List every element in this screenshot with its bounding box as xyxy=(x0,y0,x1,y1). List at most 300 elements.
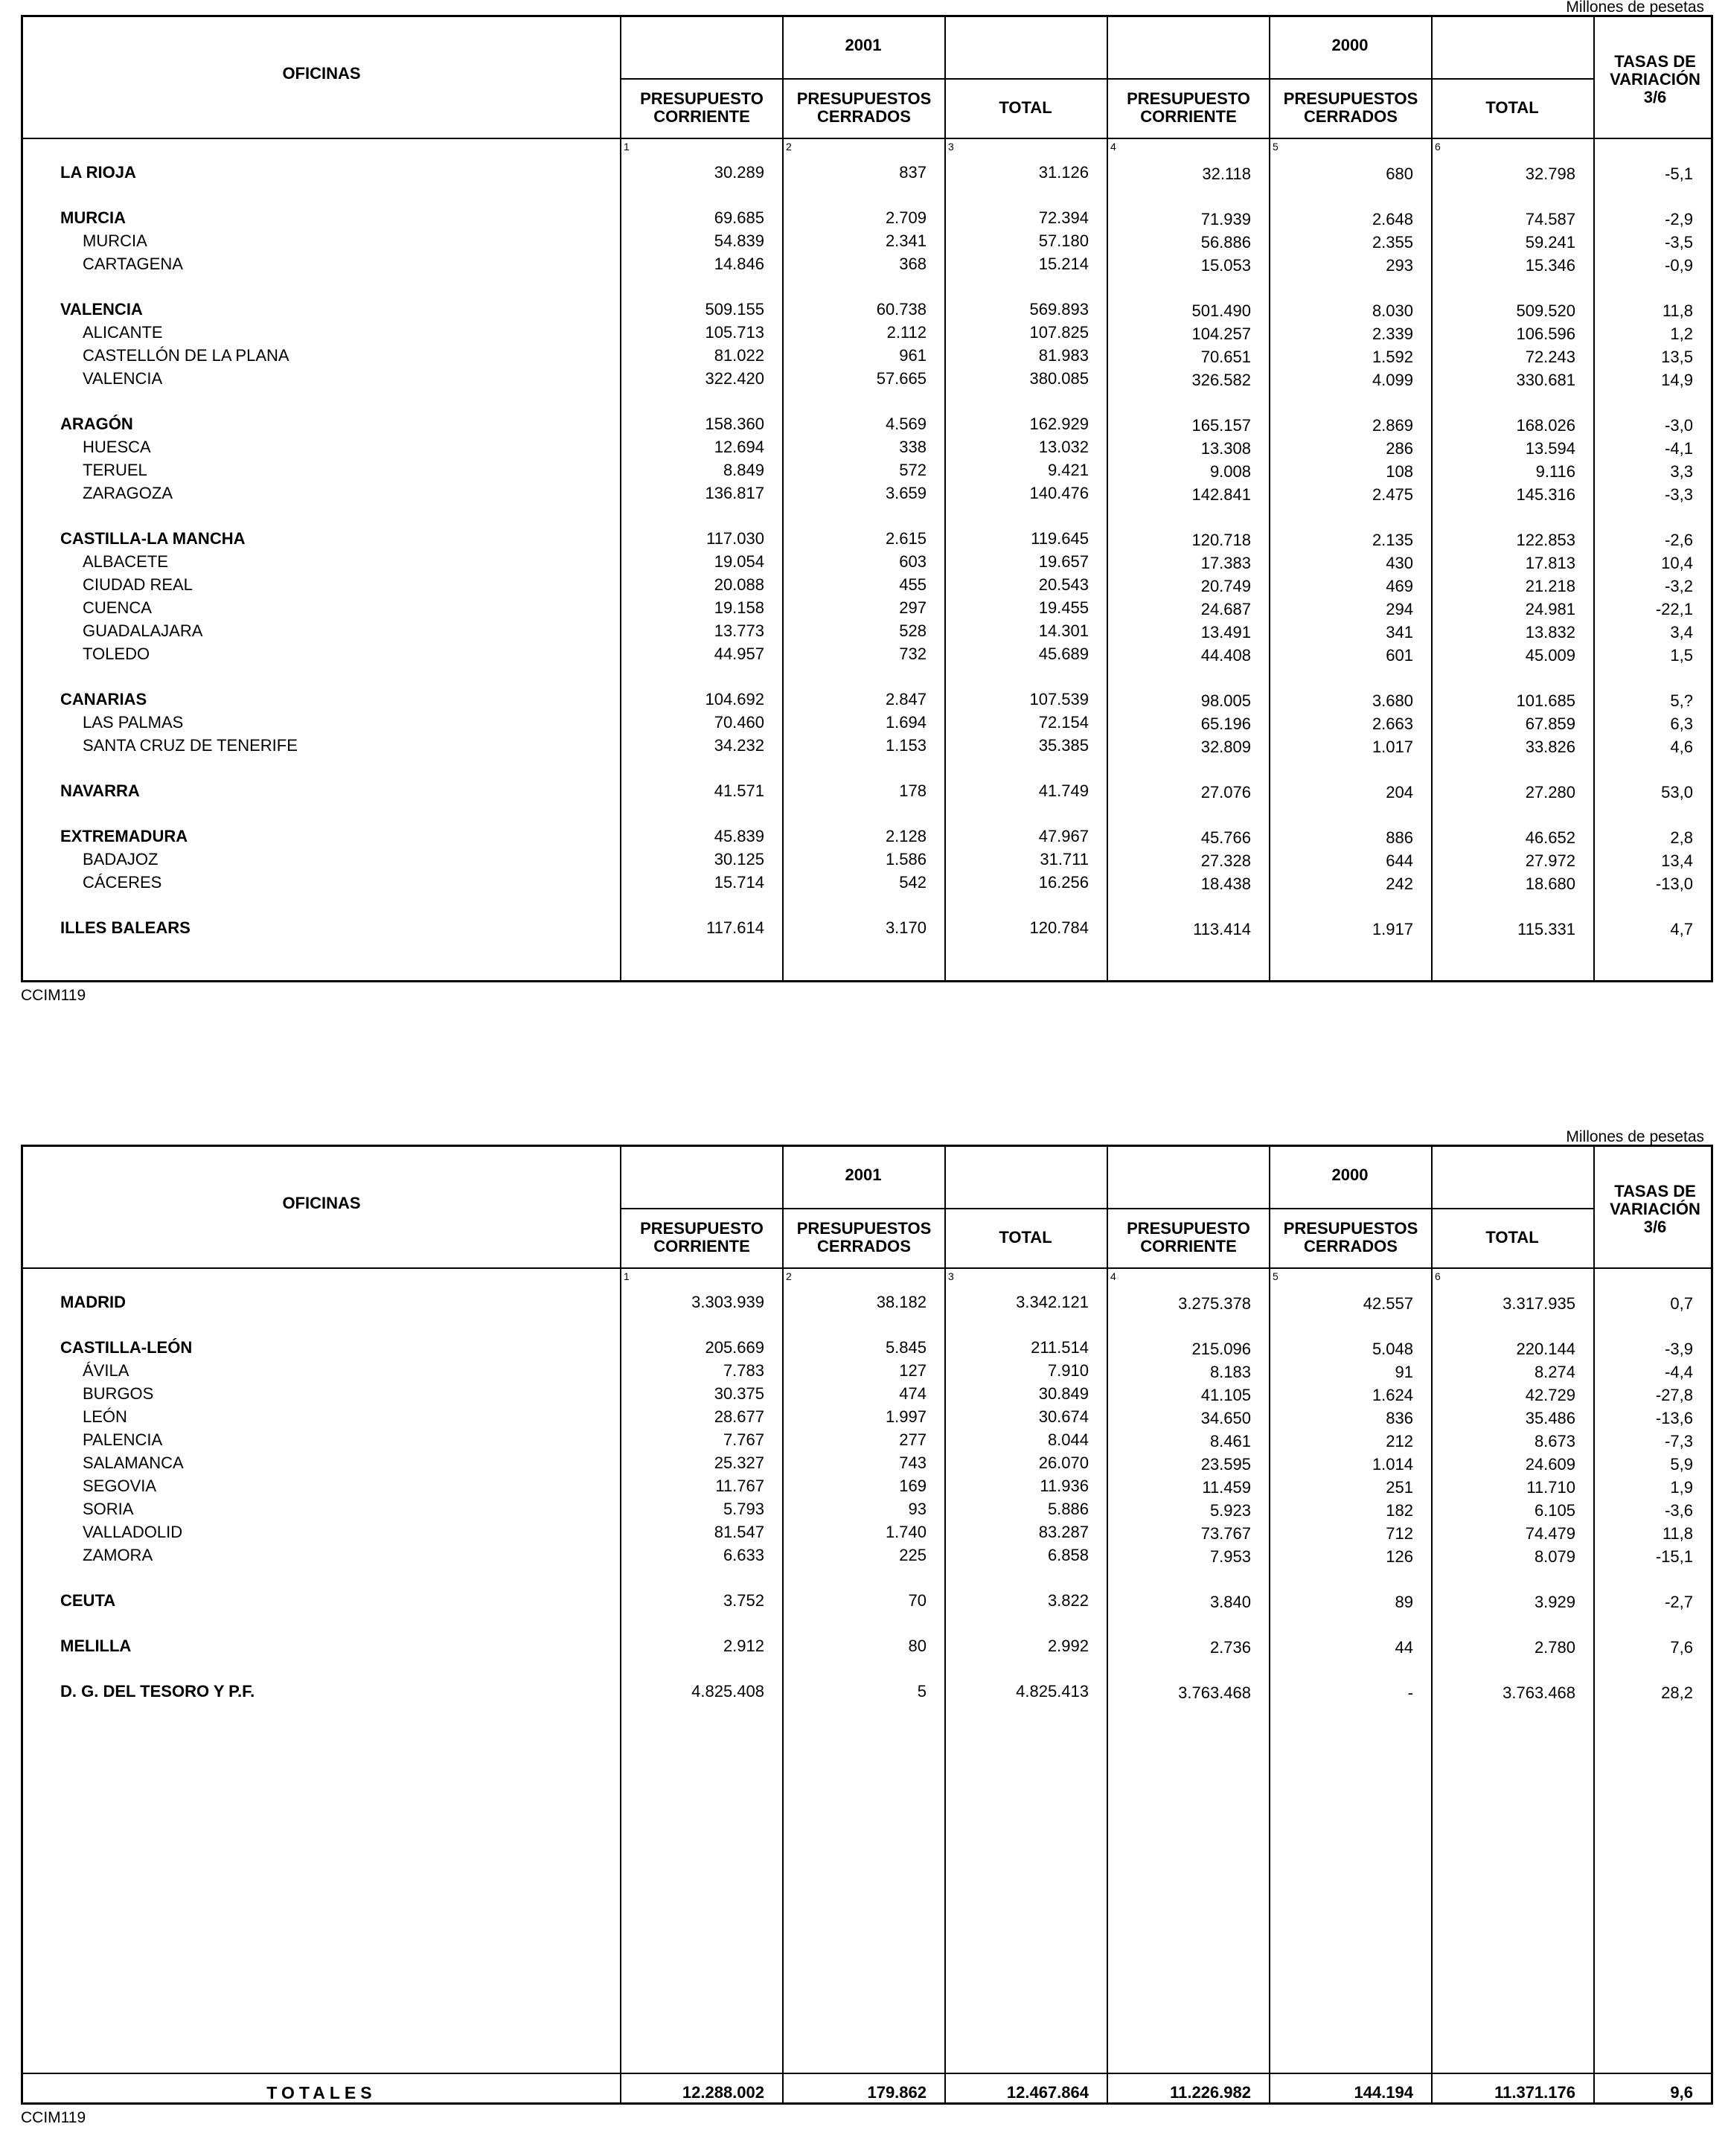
row-value: 11.710 xyxy=(1526,1478,1575,1497)
row-value: 2.992 xyxy=(1047,1637,1089,1655)
row-value: 680 xyxy=(1386,164,1413,183)
row-value: 3.752 xyxy=(723,1591,764,1610)
header-presupuestos-cerrados-2000: PRESUPUESTOS CERRADOS xyxy=(1283,89,1418,126)
row-value: 106.596 xyxy=(1516,324,1575,343)
row-value: 104.692 xyxy=(705,690,764,708)
row-value: 17.383 xyxy=(1200,554,1251,572)
row-value: 11,8 xyxy=(1662,1524,1693,1543)
row-value: 3,4 xyxy=(1670,623,1693,642)
row-value: 69.685 xyxy=(714,208,764,227)
table-1 xyxy=(21,15,1713,982)
row-value: 13,4 xyxy=(1661,851,1693,870)
row-label: VALENCIA xyxy=(60,300,143,319)
row-value: 27.328 xyxy=(1200,851,1251,870)
row-value: 225 xyxy=(899,1546,927,1564)
header-presupuestos-cerrados-2000: PRESUPUESTOS CERRADOS xyxy=(1283,1219,1418,1255)
row-value: 5.923 xyxy=(1209,1501,1251,1520)
row-value: 20.088 xyxy=(714,575,764,594)
row-value: 57.180 xyxy=(1038,231,1089,250)
row-value: -4,1 xyxy=(1665,439,1693,458)
row-value: 28,2 xyxy=(1661,1683,1693,1702)
row-value: 107.539 xyxy=(1029,690,1089,708)
row-value: 215.096 xyxy=(1191,1340,1251,1358)
row-value: 4.825.413 xyxy=(1016,1682,1089,1701)
row-label: ILLES BALEARS xyxy=(60,918,191,937)
column-number: 4 xyxy=(1110,141,1116,153)
header-presupuesto-corriente-2000: PRESUPUESTO CORRIENTE xyxy=(1127,89,1250,126)
row-value: 169 xyxy=(899,1477,927,1495)
row-value: 368 xyxy=(899,255,927,273)
row-value: 74.587 xyxy=(1525,210,1575,228)
row-value: 9.008 xyxy=(1209,462,1251,481)
row-label: ARAGÓN xyxy=(60,415,133,433)
row-label: D. G. DEL TESORO Y P.F. xyxy=(60,1682,255,1701)
row-label: NAVARRA xyxy=(60,781,140,800)
row-value: 47.967 xyxy=(1038,827,1089,845)
row-value: 108 xyxy=(1386,462,1413,481)
row-value: 182 xyxy=(1386,1501,1413,1520)
row-value: 3.317.935 xyxy=(1503,1294,1575,1313)
row-value: 5 xyxy=(917,1682,927,1701)
row-value: 2.736 xyxy=(1209,1638,1251,1657)
row-value: 35.385 xyxy=(1038,736,1089,755)
row-value: 13,5 xyxy=(1661,348,1693,366)
row-value: 297 xyxy=(899,598,927,617)
row-value: 8.673 xyxy=(1534,1432,1575,1450)
row-value: 45.689 xyxy=(1038,644,1089,663)
row-value: 286 xyxy=(1386,439,1413,458)
row-value: 113.414 xyxy=(1193,920,1251,938)
row-value: 89 xyxy=(1395,1593,1413,1611)
row-value: 8.274 xyxy=(1534,1363,1575,1381)
row-value: 9.116 xyxy=(1535,462,1575,481)
row-label: HUESCA xyxy=(83,438,151,456)
row-label: ÁVILA xyxy=(83,1361,129,1380)
row-value: 72.154 xyxy=(1038,713,1089,732)
row-value: 15.346 xyxy=(1525,256,1575,275)
row-value: 38.182 xyxy=(876,1293,927,1311)
row-label: MADRID xyxy=(60,1293,126,1311)
row-label: MELILLA xyxy=(60,1637,132,1655)
row-label: VALENCIA xyxy=(83,369,163,388)
row-value: 13.594 xyxy=(1525,439,1575,458)
row-value: 13.032 xyxy=(1038,438,1089,456)
row-value: -2,6 xyxy=(1665,531,1693,549)
row-value: 33.826 xyxy=(1525,738,1575,756)
row-value: 430 xyxy=(1386,554,1413,572)
row-value: 7.783 xyxy=(723,1361,764,1380)
row-value: 338 xyxy=(899,438,927,456)
row-value: 7,6 xyxy=(1670,1638,1693,1657)
row-value: 528 xyxy=(899,621,927,640)
page-code: CCIM119 xyxy=(21,2109,86,2126)
row-value: 44.408 xyxy=(1200,646,1251,665)
row-value: 601 xyxy=(1386,646,1413,665)
row-value: 44 xyxy=(1395,1638,1413,1657)
row-value: 1.586 xyxy=(885,850,927,869)
row-value: 2.475 xyxy=(1372,485,1413,504)
unit-label: Millones de pesetas xyxy=(1566,0,1704,16)
row-value: 13.832 xyxy=(1525,623,1575,642)
row-value: 3,3 xyxy=(1670,462,1693,481)
header-presupuestos-cerrados-2001: PRESUPUESTOS CERRADOS xyxy=(796,89,932,126)
row-value: 2.648 xyxy=(1372,210,1413,228)
row-label: LA RIOJA xyxy=(60,163,136,182)
row-value: 32.118 xyxy=(1202,164,1251,183)
row-value: 2.341 xyxy=(885,231,927,250)
row-value: 158.360 xyxy=(705,415,764,433)
row-value: 30.375 xyxy=(714,1384,764,1403)
row-value: 212 xyxy=(1386,1432,1413,1450)
row-value: 3.763.468 xyxy=(1503,1683,1575,1702)
row-value: 1.694 xyxy=(885,713,927,732)
row-label: CASTILLA-LEÓN xyxy=(60,1338,193,1357)
row-value: 120.718 xyxy=(1191,531,1251,549)
row-value: 65.196 xyxy=(1200,714,1251,733)
row-value: 32.798 xyxy=(1525,164,1575,183)
row-value: 2.847 xyxy=(885,690,927,708)
row-value: 3.303.939 xyxy=(691,1293,764,1311)
row-label: CUENCA xyxy=(83,598,152,617)
row-value: 54.839 xyxy=(714,231,764,250)
row-label: GUADALAJARA xyxy=(83,621,203,640)
row-value: 73.767 xyxy=(1200,1524,1251,1543)
row-value: 70 xyxy=(908,1591,927,1610)
row-value: 2.709 xyxy=(885,208,927,227)
row-label: MURCIA xyxy=(60,208,126,227)
row-value: 98.005 xyxy=(1200,691,1251,710)
row-value: 8.849 xyxy=(723,461,764,479)
row-value: 44.957 xyxy=(714,644,764,663)
row-value: 294 xyxy=(1386,600,1413,618)
row-value: 165.157 xyxy=(1191,416,1251,435)
row-value: 6.858 xyxy=(1047,1546,1089,1564)
row-value: 0,7 xyxy=(1670,1294,1693,1313)
totales-label: TOTALES xyxy=(266,2083,377,2102)
row-value: 2.355 xyxy=(1372,233,1413,252)
row-value: 509.155 xyxy=(705,300,764,319)
column-number: 3 xyxy=(948,141,954,153)
totales-value: 144.194 xyxy=(1354,2083,1413,2102)
row-value: 1.997 xyxy=(885,1407,927,1426)
column-number: 6 xyxy=(1435,1270,1441,1282)
row-value: 501.490 xyxy=(1191,301,1251,320)
row-value: 32.809 xyxy=(1200,738,1251,756)
row-value: 4.099 xyxy=(1372,371,1413,389)
row-label: LAS PALMAS xyxy=(83,713,184,732)
row-value: 91 xyxy=(1395,1363,1413,1381)
row-value: 836 xyxy=(1386,1409,1413,1427)
row-value: 3.342.121 xyxy=(1016,1293,1089,1311)
row-value: 25.327 xyxy=(714,1453,764,1472)
row-value: 3.840 xyxy=(1209,1593,1251,1611)
row-value: 1.592 xyxy=(1372,348,1413,366)
totales-value: 9,6 xyxy=(1670,2083,1693,2102)
header-2001: 2001 xyxy=(845,36,882,54)
row-value: 4,6 xyxy=(1670,738,1693,756)
row-value: 242 xyxy=(1386,874,1413,893)
row-value: 56.886 xyxy=(1200,233,1251,252)
row-value: 45.766 xyxy=(1200,828,1251,847)
row-value: 119.645 xyxy=(1031,529,1089,548)
row-value: 6.633 xyxy=(723,1546,764,1564)
row-value: 1,9 xyxy=(1670,1478,1693,1497)
row-label: ALBACETE xyxy=(83,552,168,571)
row-value: 2.663 xyxy=(1372,714,1413,733)
header-presupuesto-corriente-2000: PRESUPUESTO CORRIENTE xyxy=(1127,1219,1250,1255)
row-value: 732 xyxy=(899,644,927,663)
row-value: 1,2 xyxy=(1670,324,1693,343)
row-value: 115.331 xyxy=(1517,920,1575,938)
row-value: 24.609 xyxy=(1525,1455,1575,1474)
row-value: 27.972 xyxy=(1525,851,1575,870)
row-value: 11.459 xyxy=(1202,1478,1251,1497)
row-value: 17.813 xyxy=(1525,554,1575,572)
row-value: 1.017 xyxy=(1372,738,1413,756)
row-label: CASTELLÓN DE LA PLANA xyxy=(83,346,289,365)
row-value: 1.624 xyxy=(1372,1386,1413,1404)
row-value: 101.685 xyxy=(1516,691,1575,710)
row-value: 60.738 xyxy=(876,300,927,319)
row-value: 2.135 xyxy=(1372,531,1413,549)
row-value: 24.981 xyxy=(1525,600,1575,618)
row-value: 41.749 xyxy=(1038,781,1089,800)
row-value: 31.126 xyxy=(1038,163,1089,182)
row-value: 127 xyxy=(899,1361,927,1380)
row-value: 204 xyxy=(1386,783,1413,802)
row-value: 178 xyxy=(899,781,927,800)
row-value: 31.711 xyxy=(1040,850,1089,869)
row-value: 21.218 xyxy=(1525,577,1575,595)
row-value: - xyxy=(1407,1683,1413,1702)
row-value: 644 xyxy=(1386,851,1413,870)
column-number: 1 xyxy=(624,141,630,153)
row-value: 1.153 xyxy=(885,736,927,755)
row-label: BURGOS xyxy=(83,1384,154,1403)
row-value: -3,2 xyxy=(1665,577,1693,595)
row-value: 35.486 xyxy=(1525,1409,1575,1427)
row-value: 16.256 xyxy=(1038,873,1089,892)
row-value: 45.009 xyxy=(1525,646,1575,665)
column-number: 6 xyxy=(1435,141,1441,153)
row-label: BADAJOZ xyxy=(83,850,159,869)
row-value: 18.438 xyxy=(1200,874,1251,893)
row-value: 509.520 xyxy=(1516,301,1575,320)
row-value: 572 xyxy=(899,461,927,479)
row-value: -13,0 xyxy=(1655,874,1693,893)
row-value: 19.158 xyxy=(714,598,764,617)
row-value: 1,5 xyxy=(1670,646,1693,665)
row-value: 712 xyxy=(1386,1524,1413,1543)
row-value: 2.128 xyxy=(885,827,927,845)
row-label: CANARIAS xyxy=(60,690,147,708)
header-presupuesto-corriente-2001: PRESUPUESTO CORRIENTE xyxy=(640,1219,764,1255)
unit-label: Millones de pesetas xyxy=(1566,1128,1704,1145)
header-oficinas: OFICINAS xyxy=(282,64,361,83)
row-value: 162.929 xyxy=(1029,415,1089,433)
row-value: -3,0 xyxy=(1665,416,1693,435)
header-presupuestos-cerrados-2001: PRESUPUESTOS CERRADOS xyxy=(796,1219,932,1255)
row-value: 14,9 xyxy=(1661,371,1693,389)
column-number: 2 xyxy=(786,141,792,153)
column-number: 1 xyxy=(624,1270,630,1282)
row-value: 8.044 xyxy=(1047,1430,1089,1449)
row-value: -0,9 xyxy=(1665,256,1693,275)
row-value: 743 xyxy=(899,1453,927,1472)
row-label: LEÓN xyxy=(83,1407,127,1426)
column-number: 4 xyxy=(1110,1270,1116,1282)
header-oficinas: OFICINAS xyxy=(282,1194,361,1212)
totales-value: 12.288.002 xyxy=(682,2083,764,2102)
row-value: 15.214 xyxy=(1038,255,1089,273)
row-label: MURCIA xyxy=(83,231,147,250)
row-value: 886 xyxy=(1386,828,1413,847)
header-presupuesto-corriente-2001: PRESUPUESTO CORRIENTE xyxy=(640,89,764,126)
row-value: 1.917 xyxy=(1372,920,1413,938)
row-value: -2,9 xyxy=(1665,210,1693,228)
row-value: 2.339 xyxy=(1372,324,1413,343)
row-label: SORIA xyxy=(83,1500,134,1518)
row-value: 83.287 xyxy=(1038,1523,1089,1541)
row-value: 140.476 xyxy=(1029,484,1089,502)
row-label: SALAMANCA xyxy=(83,1453,184,1472)
row-value: 8.183 xyxy=(1209,1363,1251,1381)
row-value: 8.461 xyxy=(1209,1432,1251,1450)
row-value: 220.144 xyxy=(1516,1340,1575,1358)
row-value: 1.014 xyxy=(1372,1455,1413,1474)
row-value: 211.514 xyxy=(1031,1338,1089,1357)
row-value: 2,8 xyxy=(1670,828,1693,847)
row-value: 23.595 xyxy=(1200,1455,1251,1474)
row-value: 81.022 xyxy=(714,346,764,365)
row-value: 14.301 xyxy=(1038,621,1089,640)
row-value: 7.767 xyxy=(723,1430,764,1449)
row-value: 277 xyxy=(899,1430,927,1449)
column-number: 5 xyxy=(1273,141,1279,153)
row-value: 20.543 xyxy=(1038,575,1089,594)
row-value: 11,8 xyxy=(1662,301,1693,320)
row-value: 569.893 xyxy=(1029,300,1089,319)
row-value: 24.687 xyxy=(1200,600,1251,618)
row-value: 2.615 xyxy=(885,529,927,548)
totales-value: 11.371.176 xyxy=(1494,2083,1575,2102)
row-value: 293 xyxy=(1386,256,1413,275)
row-value: 30.125 xyxy=(714,850,764,869)
header-total-2001: TOTAL xyxy=(999,98,1052,117)
row-value: 469 xyxy=(1386,577,1413,595)
row-value: 34.232 xyxy=(714,736,764,755)
row-value: 8.079 xyxy=(1534,1547,1575,1566)
row-value: 53,0 xyxy=(1661,783,1693,802)
row-value: 20.749 xyxy=(1200,577,1251,595)
column-number: 3 xyxy=(948,1270,954,1282)
row-value: 4.825.408 xyxy=(691,1682,764,1701)
row-value: -3,5 xyxy=(1665,233,1693,252)
row-value: 6,3 xyxy=(1670,714,1693,733)
row-value: 7.910 xyxy=(1047,1361,1089,1380)
row-value: 71.939 xyxy=(1200,210,1251,228)
row-value: 3.763.468 xyxy=(1178,1683,1251,1702)
row-value: 5,? xyxy=(1670,691,1693,710)
row-value: 145.316 xyxy=(1516,485,1575,504)
row-value: 455 xyxy=(899,575,927,594)
row-value: 380.085 xyxy=(1029,369,1089,388)
header-tasas-variacion: TASAS DE VARIACIÓN 3/6 xyxy=(1610,52,1700,106)
row-value: -3,3 xyxy=(1665,485,1693,504)
row-value: 3.929 xyxy=(1534,1593,1575,1611)
row-value: -5,1 xyxy=(1665,164,1693,183)
row-value: 326.582 xyxy=(1191,371,1251,389)
row-value: 330.681 xyxy=(1516,371,1575,389)
header-2000: 2000 xyxy=(1331,1165,1369,1184)
header-2001: 2001 xyxy=(845,1165,882,1184)
row-value: 57.665 xyxy=(876,369,927,388)
row-value: 28.677 xyxy=(714,1407,764,1426)
row-value: 81.547 xyxy=(714,1523,764,1541)
row-value: 117.614 xyxy=(706,918,764,937)
row-value: 13.491 xyxy=(1200,623,1251,642)
row-value: 107.825 xyxy=(1029,323,1089,342)
row-value: -15,1 xyxy=(1655,1547,1693,1566)
header-tasas-variacion: TASAS DE VARIACIÓN 3/6 xyxy=(1610,1182,1700,1236)
row-value: 7.953 xyxy=(1209,1547,1251,1566)
row-value: 5.845 xyxy=(885,1338,927,1357)
row-value: 5.886 xyxy=(1047,1500,1089,1518)
row-value: 5,9 xyxy=(1670,1455,1693,1474)
row-value: 1.740 xyxy=(885,1523,927,1541)
row-value: 5.048 xyxy=(1372,1340,1413,1358)
row-value: 8.030 xyxy=(1372,301,1413,320)
row-value: 41.571 xyxy=(714,781,764,800)
header-2000: 2000 xyxy=(1331,36,1369,54)
row-value: 126 xyxy=(1386,1547,1413,1566)
row-value: 142.841 xyxy=(1191,485,1251,504)
row-value: -3,6 xyxy=(1665,1501,1693,1520)
row-value: 2.112 xyxy=(886,323,927,342)
row-value: 45.839 xyxy=(714,827,764,845)
row-label: SANTA CRUZ DE TENERIFE xyxy=(83,736,298,755)
row-value: 70.651 xyxy=(1200,348,1251,366)
row-value: 4,7 xyxy=(1670,920,1693,938)
row-value: -22,1 xyxy=(1655,600,1693,618)
row-label: SEGOVIA xyxy=(83,1477,157,1495)
row-label: ZARAGOZA xyxy=(83,484,173,502)
row-value: -4,4 xyxy=(1665,1363,1693,1381)
row-label: EXTREMADURA xyxy=(60,827,188,845)
row-value: 122.853 xyxy=(1516,531,1575,549)
row-label: TOLEDO xyxy=(83,644,150,663)
row-value: 251 xyxy=(1386,1478,1413,1497)
row-value: 341 xyxy=(1386,623,1413,642)
row-value: 15.714 xyxy=(714,873,764,892)
row-value: 136.817 xyxy=(705,484,764,502)
totales-value: 179.862 xyxy=(867,2083,927,2102)
row-label: CARTAGENA xyxy=(83,255,183,273)
row-value: 837 xyxy=(899,163,927,182)
row-value: 19.455 xyxy=(1038,598,1089,617)
row-value: 117.030 xyxy=(706,529,764,548)
row-value: 46.652 xyxy=(1525,828,1575,847)
table-2 xyxy=(21,1145,1713,2105)
row-value: 603 xyxy=(899,552,927,571)
row-value: 72.243 xyxy=(1525,348,1575,366)
row-value: 120.784 xyxy=(1029,918,1089,937)
row-value: 3.170 xyxy=(885,918,927,937)
row-label: CASTILLA-LA MANCHA xyxy=(60,529,246,548)
row-value: 11.936 xyxy=(1040,1477,1089,1495)
row-value: 72.394 xyxy=(1038,208,1089,227)
row-value: 30.849 xyxy=(1038,1384,1089,1403)
